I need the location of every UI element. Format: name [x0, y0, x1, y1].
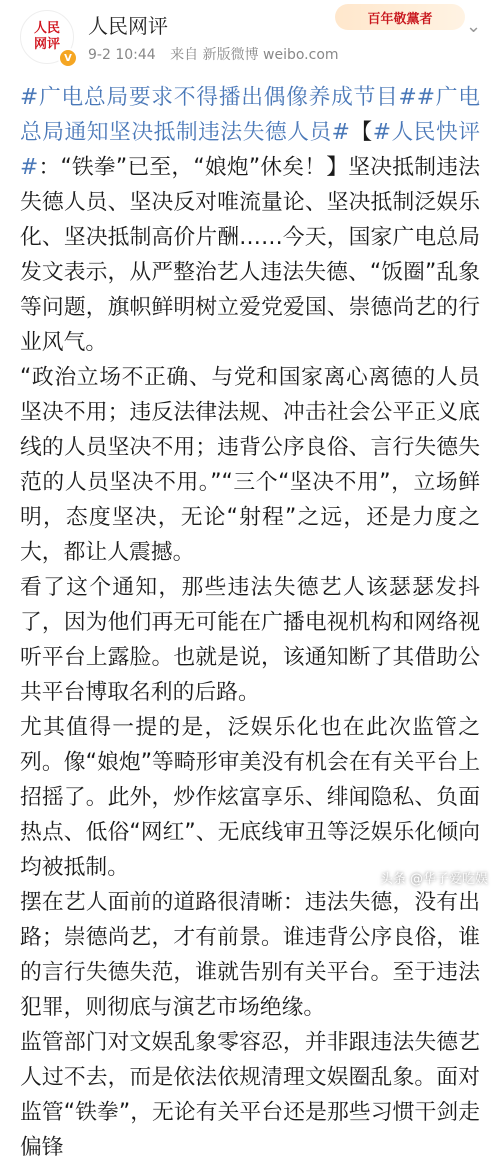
bracket-open: 【 [349, 120, 373, 145]
post-paragraph: 摆在艺人面前的道路很清晰：违法失德，没有出路；崇德尚艺，才有前景。谁违背公序良俗，谁的言行失德失范，谁就告别有关平台。至于违法犯罪，则彻底与演艺市场绝缘。 [20, 890, 480, 1020]
post-paragraph: 看了这个通知，那些违法失德艺人该瑟瑟发抖了，因为他们再无可能在广播电视机构和网络视听平台上露脸。也就是说，该通知断了其借助公共平台博取名利的后路。 [20, 575, 480, 705]
post-paragraph: 监管部门对文娱乱象零容忍，并非跟违法失德艺人过不去，而是依法依规清理文娱圈乱象。面对监管“铁拳”，无论有关平台还是那些习惯干剑走偏锋 [20, 1030, 480, 1160]
avatar-line2: 网评 [33, 37, 60, 52]
post-paragraph [20, 80, 480, 360]
post-source: 来自 新版微博 weibo.com [170, 47, 339, 63]
avatar-line1: 人民 [33, 21, 60, 36]
verified-badge-icon: V [58, 48, 78, 68]
post-header [0, 0, 500, 80]
post-paragraph: 尤其值得一提的是，泛娱乐化也在此次监管之列。像“娘炮”等畸形审美没有机会在有关平台上招摇了。此外，炒作炫富享乐、绯闻隐私、负面热点、低俗“网红”、无底线审丑等泛娱乐化倾向均被抵制。 [20, 715, 480, 880]
watermark: 头条 @华子爱吃娱 [379, 872, 488, 887]
post-paragraph: “政治立场不正确、与党和国家离心离德的人员坚决不用；违反法律法规、冲击社会公平正义底线的人员坚决不用；违背公序良俗、言行失德失范的人员坚决不用。”“三个“坚决不用”，立场鲜明，态度坚决，无论“射程”之远，还是力度之大，都让人震撼。 [20, 365, 480, 565]
chevron-down-icon[interactable]: ⌄ [466, 16, 482, 37]
post-body [20, 80, 480, 1165]
hashtag-link[interactable]: #人民快评# [20, 120, 481, 180]
hashtag-link[interactable]: #广电总局要求不得播出偶像养成节目# [20, 85, 417, 110]
account-name[interactable]: 人民网评 [88, 14, 168, 38]
post-text: ：“铁拳”已至，“娘炮”休矣！】坚决抵制违法失德人员、坚决反对唯流量论、坚决抵制泛娱乐化、坚决抵制高价片酬……今天，国家广电总局发文表示，从严整治艺人违法失德、“饭圈”乱象等问题，旗帜鲜明树立爱党爱国、崇德尚艺的行业风气。 [20, 155, 480, 355]
post-time: 9-2 10:44 [88, 47, 156, 63]
post-meta [88, 44, 349, 64]
hashtag-link[interactable]: #广电总局通知坚决抵制违法失德人员# [20, 85, 481, 145]
profile-banner: 百年敬黨者 [335, 4, 465, 30]
